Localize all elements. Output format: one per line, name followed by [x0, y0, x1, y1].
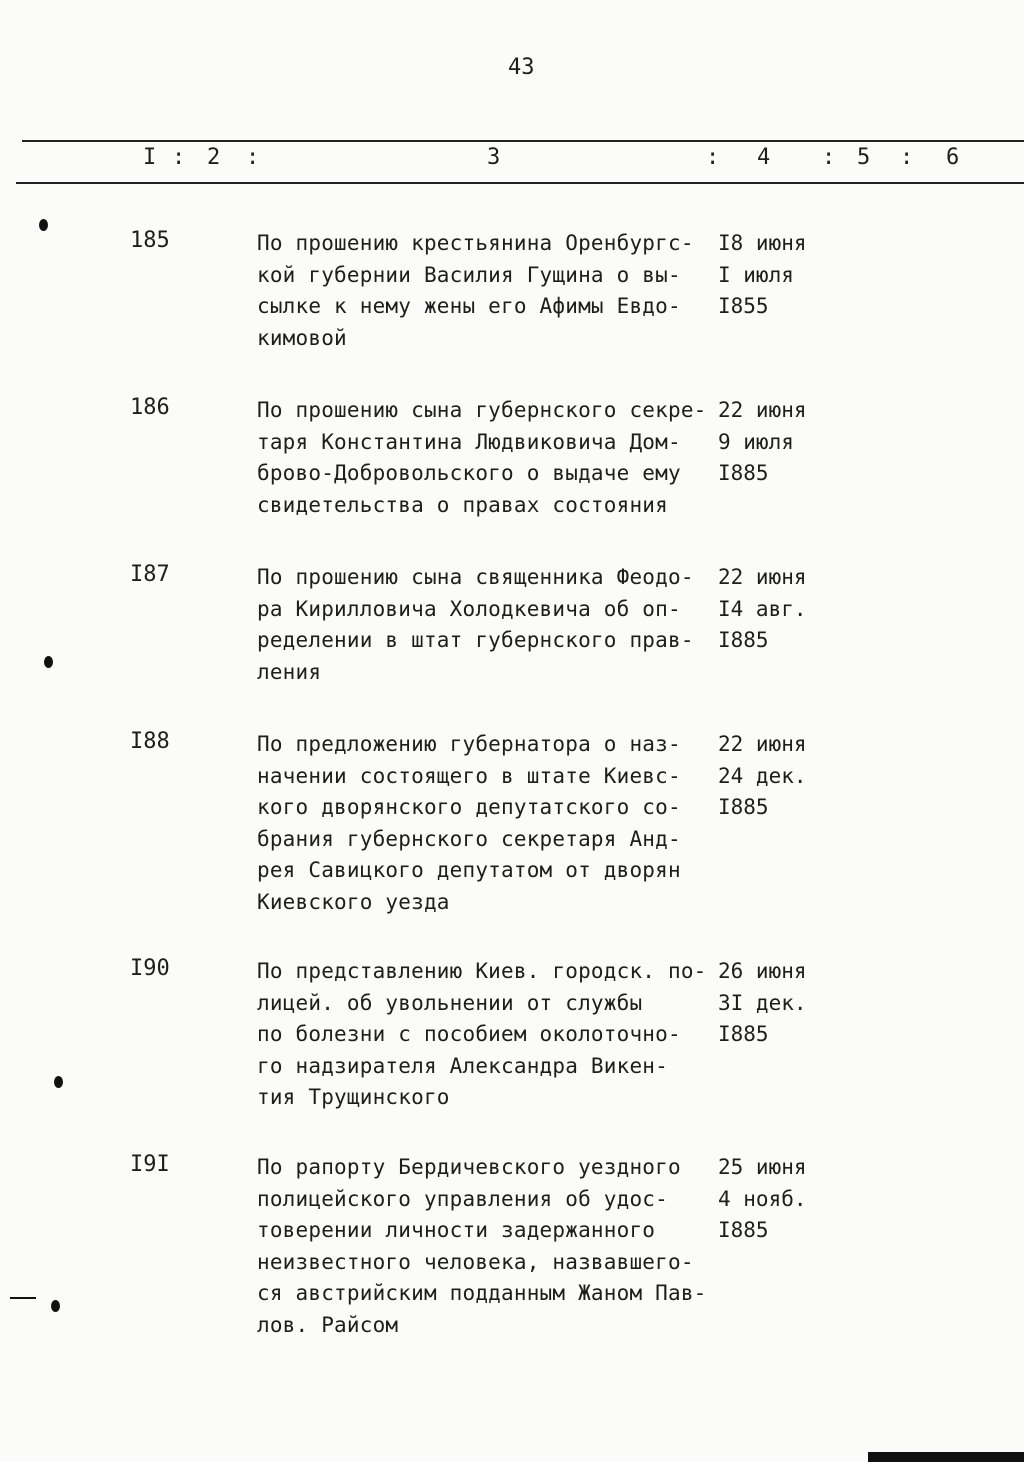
col-header-3: 3 — [487, 145, 501, 170]
date-end: 3I дек. — [718, 990, 807, 1015]
desc-line: брания губернского секретаря Анд- — [257, 826, 681, 851]
entry-number: I9I — [130, 1152, 170, 1177]
col-sep-5: : — [900, 145, 914, 170]
desc-line: свидетельства о правах состояния — [257, 492, 668, 517]
punch-hole — [39, 219, 48, 231]
page-number: 43 — [508, 55, 535, 80]
col-header-1: I — [143, 145, 157, 170]
desc-line: рея Савицкого депутатом от дворян — [257, 858, 681, 882]
entry-number: 186 — [130, 395, 170, 420]
desc-line: кого дворянского депутатского со- — [257, 795, 681, 819]
desc-line: кой губернии Василия Гущина о вы- — [257, 262, 681, 287]
col-header-4: 4 — [757, 145, 771, 170]
desc-line: товерении личности задержанного — [257, 1218, 656, 1242]
header-top-rule — [22, 140, 1024, 142]
entry-description — [257, 1152, 707, 1341]
col-sep-1: : — [172, 145, 186, 170]
desc-line: лицей. об увольнении от службы — [257, 990, 643, 1015]
desc-line: ления — [257, 659, 322, 684]
desc-line: По прошению сына священника Феодо- — [257, 565, 694, 589]
col-sep-3: : — [706, 145, 720, 170]
desc-line: по болезни с пособием околоточно- — [257, 1022, 681, 1046]
entry-number: I90 — [130, 956, 170, 981]
entry-description — [257, 228, 707, 354]
entry-dates — [718, 228, 807, 323]
date-year: I885 — [718, 1218, 769, 1242]
date-start: 26 июня — [718, 959, 807, 983]
desc-line: начении состоящего в штате Киевс- — [257, 763, 681, 788]
date-end: 4 нояб. — [718, 1186, 807, 1211]
desc-line: По представлению Киев. городск. по- — [257, 959, 707, 983]
desc-line: тия Трущинского — [257, 1085, 450, 1109]
date-year: I885 — [718, 1022, 769, 1046]
entry-description — [257, 956, 707, 1114]
entry-description — [257, 395, 707, 521]
entry-description — [257, 562, 707, 688]
entry-number: 185 — [130, 228, 170, 253]
punch-hole — [51, 1300, 60, 1312]
desc-line: неизвестного человека, назвавшего- — [257, 1249, 694, 1274]
desc-line: брово-Добровольского о выдаче ему — [257, 461, 681, 485]
col-header-2: 2 — [207, 145, 221, 170]
header-bottom-rule — [16, 182, 1024, 184]
desc-line: По рапорту Бердичевского уездного — [257, 1155, 681, 1179]
date-end: 9 июля — [718, 429, 794, 454]
entry-dates — [718, 956, 807, 1051]
desc-line: полицейского управления об удос- — [257, 1186, 668, 1211]
date-start: I8 июня — [718, 231, 807, 255]
entry-dates — [718, 395, 807, 490]
date-year: I885 — [718, 795, 769, 819]
desc-line: По прошению сына губернского секре- — [257, 398, 707, 422]
desc-line: ределении в штат губернского прав- — [257, 628, 694, 652]
date-start: 25 июня — [718, 1155, 807, 1179]
entry-dates — [718, 562, 807, 657]
desc-line: кимовой — [257, 325, 347, 350]
entry-dates — [718, 1152, 807, 1247]
desc-line: лов. Райсом — [257, 1312, 399, 1337]
entry-description — [257, 729, 707, 918]
desc-line: ся австрийским подданным Жаном Пав- — [257, 1281, 707, 1305]
margin-mark — [10, 1297, 36, 1299]
desc-line: сылке к нему жены его Афимы Евдо- — [257, 294, 681, 318]
desc-line: Киевского уезда — [257, 889, 450, 914]
date-year: I855 — [718, 294, 769, 318]
punch-hole — [54, 1076, 63, 1088]
date-year: I885 — [718, 628, 769, 652]
date-end: I июля — [718, 262, 794, 287]
desc-line: По прошению крестьянина Оренбургс- — [257, 231, 694, 255]
col-header-5: 5 — [857, 145, 871, 170]
col-sep-4: : — [822, 145, 836, 170]
entry-number: I87 — [130, 562, 170, 587]
date-year: I885 — [718, 461, 769, 485]
date-start: 22 июня — [718, 398, 807, 422]
col-sep-2: : — [246, 145, 260, 170]
desc-line: ра Кирилловича Холодкевича об оп- — [257, 596, 681, 621]
desc-line: го надзирателя Александра Викен- — [257, 1053, 668, 1078]
date-end: I4 авг. — [718, 596, 807, 621]
desc-line: таря Константина Людвиковича Дом- — [257, 429, 681, 454]
col-header-6: 6 — [946, 145, 960, 170]
date-start: 22 июня — [718, 732, 807, 756]
date-start: 22 июня — [718, 565, 807, 589]
date-end: 24 дек. — [718, 763, 807, 788]
desc-line: По предложению губернатора о наз- — [257, 732, 681, 756]
entry-number: I88 — [130, 729, 170, 754]
entry-dates — [718, 729, 807, 824]
punch-hole — [44, 656, 53, 668]
scan-edge-bar — [868, 1452, 1024, 1462]
